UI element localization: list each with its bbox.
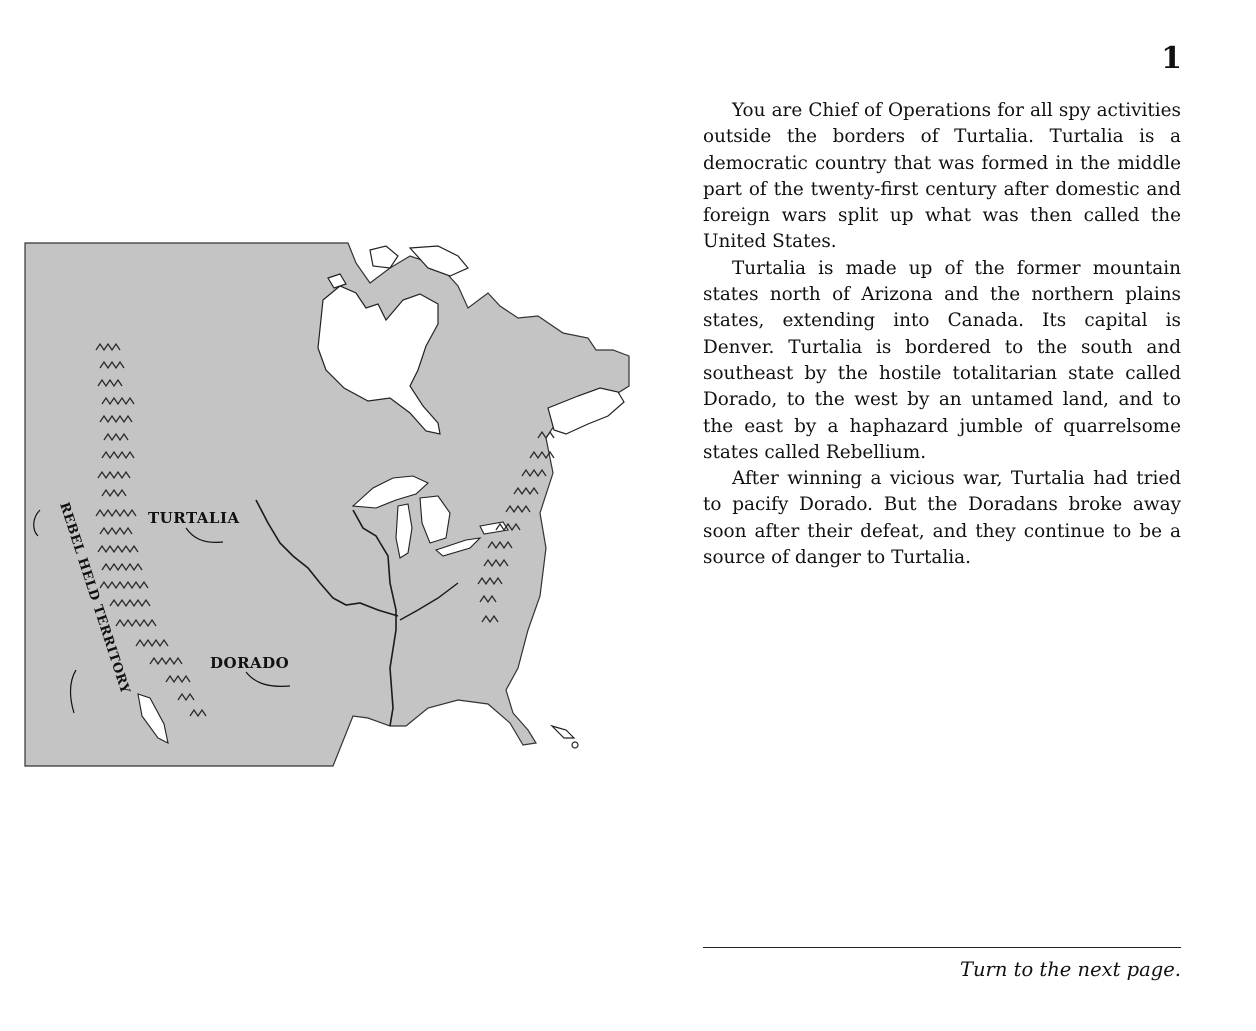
paragraph: After winning a vicious war, Turtalia had tried to pacify Dorado. But the Doradans broke away soon after their defeat, and they continue to be a source of danger to Turtalia. (703, 468, 1181, 569)
map-label-dorado: DORADO (210, 654, 290, 672)
paragraph: You are Chief of Operations for all spy activities outside the borders of Turtalia. Turtalia is a democratic country that was formed in the middle part of the twenty-first century after domestic and foreign wars split up what was then called the United States. (703, 100, 1181, 253)
paragraph: Turtalia is made up of the former mountain states north of Arizona and the northern plains states, extending into Canada. Its capital is Denver. Turtalia is bordered to the south and southeast by the hostile totalitarian state called Dorado, to the west by an untamed land, and to the east by a haphazard jumble of quarrelsome states called Rebellium. (703, 257, 1181, 463)
arctic-island (370, 246, 398, 268)
north-america-map (18, 238, 638, 778)
map-label-turtalia: TURTALIA (148, 509, 240, 527)
caribbean-island (552, 726, 574, 738)
map-illustration (18, 238, 638, 778)
page-number: 1 (1161, 41, 1182, 76)
map-label-rebel-territory: REBEL HELD TERRITORY (56, 500, 133, 696)
body-text (703, 98, 1181, 571)
turn-page-instruction: Turn to the next page. (959, 958, 1181, 981)
caribbean-island (572, 742, 578, 748)
footer-rule (703, 947, 1181, 948)
